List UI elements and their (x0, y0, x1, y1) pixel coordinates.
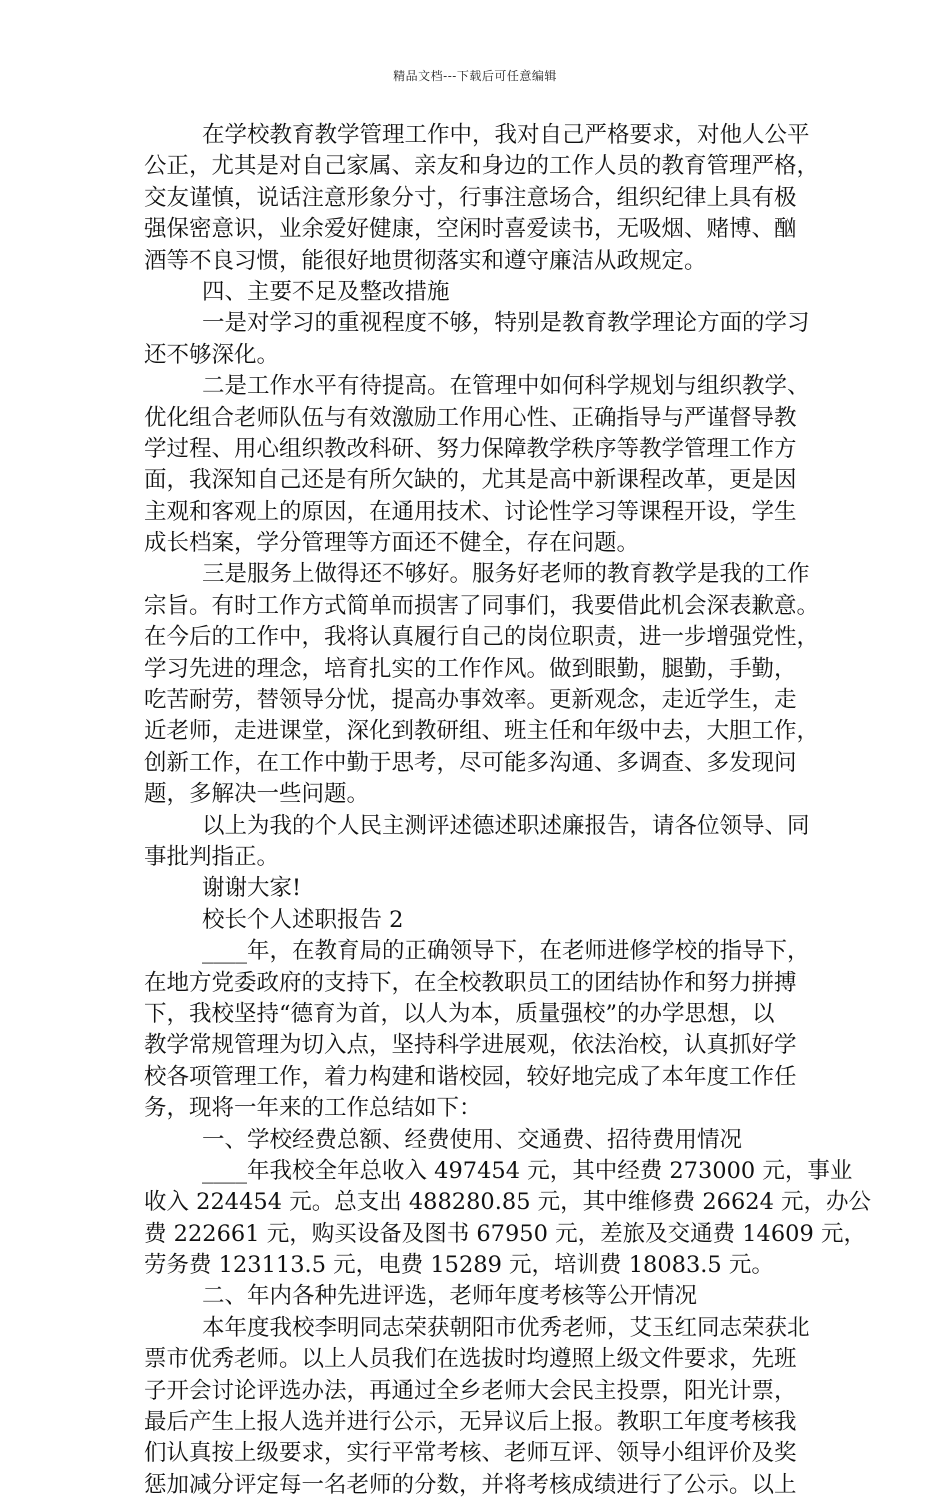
text-line: 以上为我的个人民主测评述德述职述廉报告，请各位领导、同 (202, 812, 810, 839)
text-line: 交友谨慎，说话注意形象分寸，行事注意场合，组织纪律上具有极 (144, 184, 797, 211)
text-line: ____年，在教育局的正确领导下，在老师进修学校的指导下， (202, 938, 810, 965)
text-line: 子开会讨论评选办法，再通过全乡老师大会民主投票，阳光计票， (144, 1377, 797, 1404)
text-line: 务，现将一年来的工作总结如下： (144, 1095, 482, 1122)
text-line: 校各项管理工作，着力构建和谐校园，较好地完成了本年度工作任 (144, 1063, 797, 1090)
text-line: 面，我深知自己还是有所欠缺的，尤其是高中新课程改革，更是因 (144, 467, 797, 494)
text-line: 二是工作水平有待提高。在管理中如何科学规划与组织教学、 (202, 373, 810, 400)
text-line: 票市优秀老师。以上人员我们在选拔时均遵照上级文件要求，先班 (144, 1346, 797, 1373)
document-body (144, 120, 872, 1501)
text-line: 强保密意识，业余爱好健康，空闲时喜爱读书，无吸烟、赌博、酗 (144, 216, 797, 243)
text-line: 优化组合老师队伍与有效激励工作用心性、正确指导与严谨督导教 (144, 404, 797, 431)
text-line: 本年度我校李明同志荣获朝阳市优秀老师，艾玉红同志荣获北 (202, 1314, 810, 1341)
text-line: 创新工作，在工作中勤于思考，尽可能多沟通、多调查、多发现问 (144, 749, 797, 776)
text-line: 最后产生上报人选并进行公示，无异议后上报。教职工年度考核我 (144, 1409, 797, 1436)
text-line: 近老师，走进课堂，深化到教研组、班主任和年级中去，大胆工作， (144, 718, 820, 745)
text-line: 校长个人述职报告 2 (202, 906, 404, 933)
text-line: 公正，尤其是对自己家属、亲友和身边的工作人员的教育管理严格， (144, 153, 820, 180)
text-line: 学过程、用心组织教改科研、努力保障教学秩序等教学管理工作方 (144, 435, 797, 462)
text-line: 谢谢大家! (202, 875, 302, 902)
text-line: 在今后的工作中，我将认真履行自己的岗位职责，进一步增强党性， (144, 624, 820, 651)
text-line: 成长档案，学分管理等方面还不健全，存在问题。 (144, 530, 640, 557)
text-line: 劳务费 123113.5 元，电费 15289 元，培训费 18083.5 元。 (144, 1252, 774, 1279)
text-line: 还不够深化。 (144, 341, 280, 368)
text-line: 下，我校坚持“德育为首，以人为本，质量强校”的办学思想，以 (144, 1000, 775, 1027)
text-line: 酒等不良习惯，能很好地贯彻落实和遵守廉洁从政规定。 (144, 247, 707, 274)
text-line: 宗旨。有时工作方式简单而损害了同事们，我要借此机会深表歉意。 (144, 592, 820, 619)
text-line: 教学常规管理为切入点，坚持科学进展观，依法治校，认真抓好学 (144, 1032, 797, 1059)
text-line: 题，多解决一些问题。 (144, 781, 370, 808)
text-line: 一、学校经费总额、经费使用、交通费、招待费用情况 (202, 1126, 743, 1153)
text-line: 学习先进的理念，培育扎实的工作作风。做到眼勤，腿勤，手勤， (144, 655, 797, 682)
text-line: 费 222661 元，购买设备及图书 67950 元，差旅及交通费 14609 元， (144, 1220, 866, 1247)
text-line: ____年我校全年总收入 497454 元，其中经费 273000 元，事业 (202, 1157, 853, 1184)
text-line: 在学校教育教学管理工作中，我对自己严格要求，对他人公平 (202, 122, 810, 148)
text-line: 四、主要不足及整改措施 (202, 278, 450, 305)
text-line: 一是对学习的重视程度不够，特别是教育教学理论方面的学习 (202, 310, 810, 337)
text-line: 们认真按上级要求，实行平常考核、老师互评、领导小组评价及奖 (144, 1440, 797, 1467)
text-line: 二、年内各种先进评选，老师年度考核等公开情况 (202, 1283, 698, 1310)
text-line: 主观和客观上的原因，在通用技术、讨论性学习等课程开设，学生 (144, 498, 797, 525)
text-line: 三是服务上做得还不够好。服务好老师的教育教学是我的工作 (202, 561, 810, 588)
text-line: 收入 224454 元。总支出 488280.85 元，其中维修费 26624 元，办公 (144, 1189, 872, 1216)
page-header: 精品文档---下载后可任意编辑 (393, 69, 557, 83)
text-line: 在地方党委政府的支持下，在全校教职员工的团结协作和努力拼搏 (144, 969, 797, 996)
text-line: 吃苦耐劳，替领导分忧，提高办事效率。更新观念，走近学生，走 (144, 687, 797, 714)
text-line: 事批判指正。 (144, 843, 280, 870)
text-line: 惩加减分评定每一名老师的分数，并将考核成绩进行了公示。以上 (144, 1471, 797, 1498)
